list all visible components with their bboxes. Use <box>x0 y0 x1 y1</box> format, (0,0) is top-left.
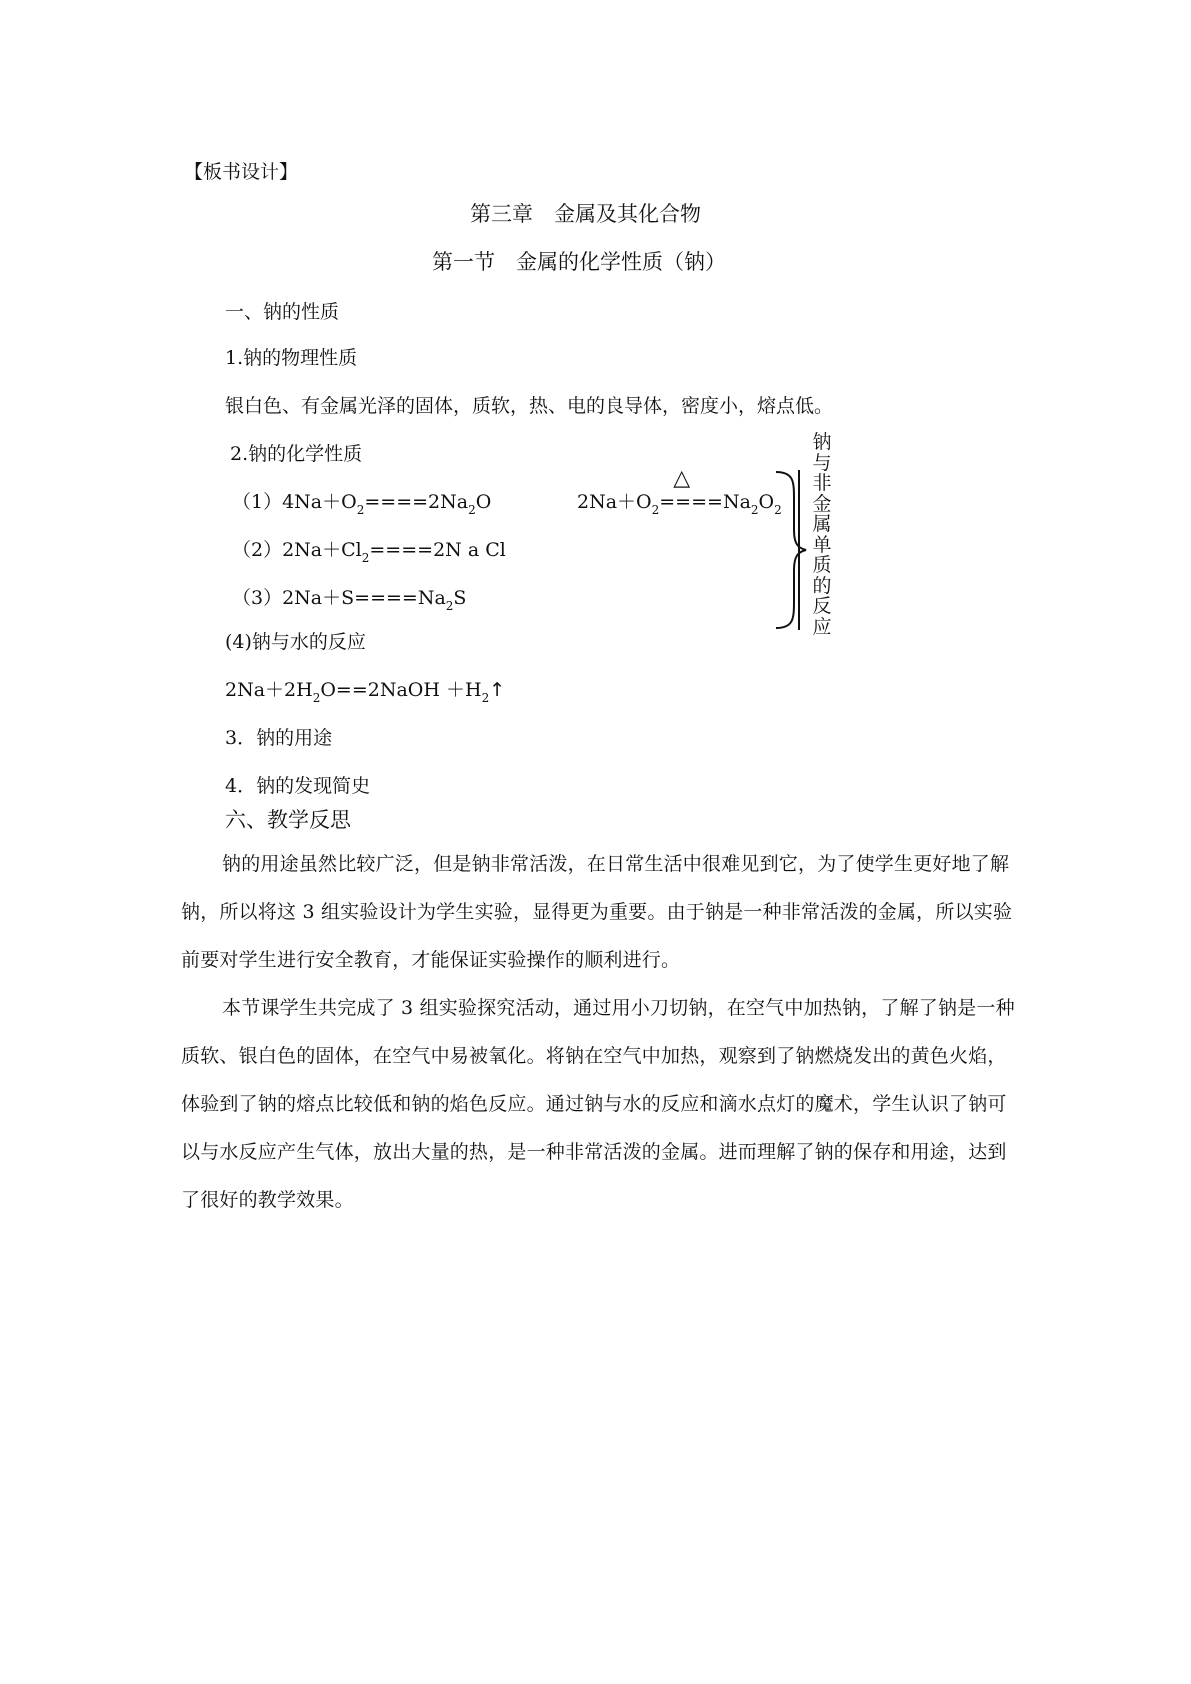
physical-properties-text: 银白色、有金属光泽的固体，质软，热、电的良导体，密度小，熔点低。 <box>225 395 834 417</box>
section-title: 第一节 金属的化学性质（钠） <box>432 250 726 274</box>
equation-1-heated: $2Na+O_2$ △ $====Na_2O_2$ <box>577 466 782 517</box>
equation-1: $(1)4Na+O_2====2Na_2O$ <box>232 491 492 517</box>
board-design-label: 【板书设计】 <box>184 161 299 183</box>
heading-sodium-properties: 一、钠的性质 <box>225 301 340 323</box>
heading-teaching-reflection: 六、教学反思 <box>225 808 351 832</box>
heading-discovery: 4．钠的发现简史 <box>225 775 371 797</box>
equation-2: $(2)2Na+Cl_2====2N$ a Cl <box>232 539 506 565</box>
heat-delta-icon: △ <box>673 466 691 491</box>
reflection-paragraph-1: 钠的用途虽然比较广泛，但是钠非常活泼，在日常生活中很难见到它，为了使学生更好地了解钠，所以将这 3 组实验设计为学生实验，显得更为重要。由于钠是一种非常活泼的金属，所以实验前要对学生进行安全教育，才能保证实验操作的顺利进行。 <box>181 853 1013 971</box>
heading-physical-properties: 1.钠的物理性质 <box>225 347 358 369</box>
heading-chemical-properties: 2.钠的化学性质 <box>230 443 363 465</box>
brace-vertical-line <box>798 470 800 630</box>
vertical-note: 钠 与 非 金 属 单 质 的 反 应 <box>812 431 832 638</box>
chapter-title: 第三章 金属及其化合物 <box>470 202 701 226</box>
heading-water-reaction: (4)钠与水的反应 <box>225 631 366 653</box>
equation-4: $2Na+2H_2O==2NaOH$ $+H_2↑$ <box>225 679 506 705</box>
reflection-paragraph-2: 本节课学生共完成了 3 组实验探究活动，通过用小刀切钠，在空气中加热钠，了解了钠是一种质软、银白色的固体，在空气中易被氧化。将钠在空气中加热，观察到了钠燃烧发出的黄色火焰，体验到了钠的熔点比较低和钠的焰色反应。通过钠与水的反应和滴水点灯的魔术，学生认识了钠可以与水反应产生气体，放出大量的热，是一种非常活泼的金属。进而理解了钠的保存和用途，达到了很好的教学效果。 <box>181 997 1015 1211</box>
curly-brace <box>772 470 808 630</box>
heading-uses: 3．钠的用途 <box>225 727 333 749</box>
equation-3: $(3)2Na+S====Na_2S$ <box>232 587 467 613</box>
